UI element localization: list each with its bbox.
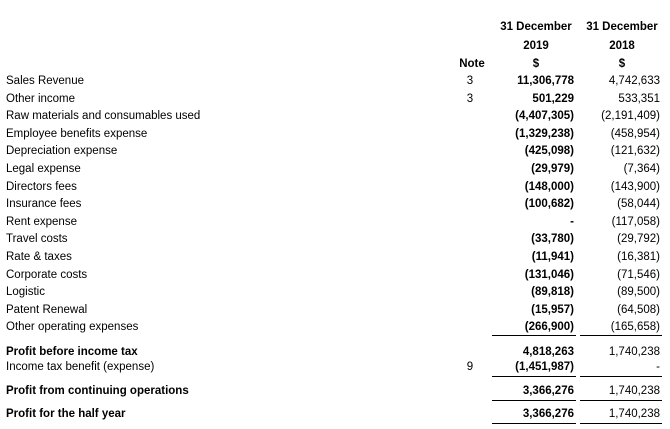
value-2019: (15,957) [531,303,574,316]
line-item-row [0,283,670,301]
row-label: Other operating expenses [6,321,139,334]
row-label: Logistic [6,286,45,299]
line-item-row [0,142,670,160]
value-2019: (4,407,305) [515,110,574,123]
subtotal-rule-2018 [580,335,662,336]
line-item-row [0,125,670,143]
line-item-row [0,318,670,336]
value-2018: (165,658) [610,321,660,334]
value-2019: 11,306,778 [517,75,574,87]
value-2019: (11,941) [531,251,574,263]
subtotal-rule-2019 [492,335,576,336]
continuing-rule-2019 [492,400,576,401]
line-item-row [0,248,670,266]
col-2019-heading-year: 2019 [523,40,549,52]
row-label: Profit before income tax [6,346,138,358]
value-2019: (1,329,238) [515,127,574,140]
income-tax-row [0,358,670,376]
value-2019: (148,000) [524,180,574,193]
note-column-heading: Note [459,58,485,70]
value-2019: (131,046) [524,268,574,281]
value-2019: (33,780) [531,233,574,246]
row-label: Income tax benefit (expense) [6,361,155,373]
row-label: Depreciation expense [6,145,118,158]
value-2018: 1,740,238 [608,346,660,358]
profit-continuing-row [0,382,670,400]
row-label: Employee benefits expense [6,127,148,140]
tax-rule-2018 [580,376,662,377]
line-item-row [0,72,670,90]
value-2018: (2,191,409) [601,110,660,123]
value-2019: 3,366,276 [522,385,574,397]
row-label: Other income [6,92,76,105]
value-2019: (89,818) [531,286,574,299]
value-2018: (117,058) [611,215,660,228]
half-year-rule-2019 [492,423,576,424]
value-2019: (1,451,987) [515,361,574,373]
row-label: Raw materials and consumables used [6,110,201,123]
row-label: Corporate costs [6,268,88,281]
col-2018-heading-year: 2018 [609,40,635,52]
row-label: Rent expense [6,215,77,228]
value-2018: 1,740,238 [608,408,660,420]
value-2019: 3,366,276 [522,408,574,420]
value-2018: 4,742,633 [608,75,660,87]
value-2018: (58,044) [617,198,660,211]
col-2019-unit: $ [532,58,540,70]
half-year-rule-2018 [580,423,662,424]
value-2018: (143,900) [610,180,660,193]
line-item-row [0,230,670,248]
value-2019: 4,818,263 [522,346,574,358]
value-2019: (100,682) [524,198,574,211]
line-item-row [0,266,670,284]
line-item-row [0,301,670,319]
value-2018: (16,381) [617,251,660,263]
row-label: Travel costs [6,233,68,246]
tax-rule-2019 [492,376,576,377]
row-label: Patent Renewal [6,303,88,316]
value-2018: (121,632) [610,145,660,158]
profit-half-year-row [0,405,670,423]
value-2018: (7,364) [623,163,660,175]
row-note: 9 [466,361,474,373]
row-label: Legal expense [6,163,81,175]
row-note: 3 [466,92,474,105]
line-item-row [0,213,670,231]
row-label: Profit for the half year [6,408,126,420]
value-2019: (266,900) [524,321,574,334]
value-2019: (425,098) [524,145,574,158]
value-2018: - [656,361,660,373]
value-2019: 501,229 [532,92,574,105]
value-2018: 533,351 [618,92,660,105]
value-2018: (29,792) [617,233,660,246]
value-2018: (64,508) [617,303,660,316]
value-2018: (458,954) [610,127,660,140]
row-label: Profit from continuing operations [6,385,189,397]
line-item-row [0,160,670,178]
value-2018: 1,740,238 [608,385,660,397]
row-label: Directors fees [6,180,77,193]
line-item-row [0,178,670,196]
row-label: Insurance fees [6,198,82,211]
value-2018: (71,546) [617,268,660,281]
col-2018-unit: $ [618,58,626,70]
row-label: Rate & taxes [6,251,72,263]
row-note: 3 [466,75,474,87]
line-item-row [0,90,670,108]
row-label: Sales Revenue [6,75,84,87]
line-item-row [0,107,670,125]
continuing-rule-2018 [580,400,662,401]
col-2018-heading-line1: 31 December [586,21,658,33]
line-item-row [0,195,670,213]
value-2018: (89,500) [617,286,660,299]
value-2019: (29,979) [531,163,574,175]
col-2019-heading-line1: 31 December [500,21,572,33]
value-2019: - [570,215,574,228]
